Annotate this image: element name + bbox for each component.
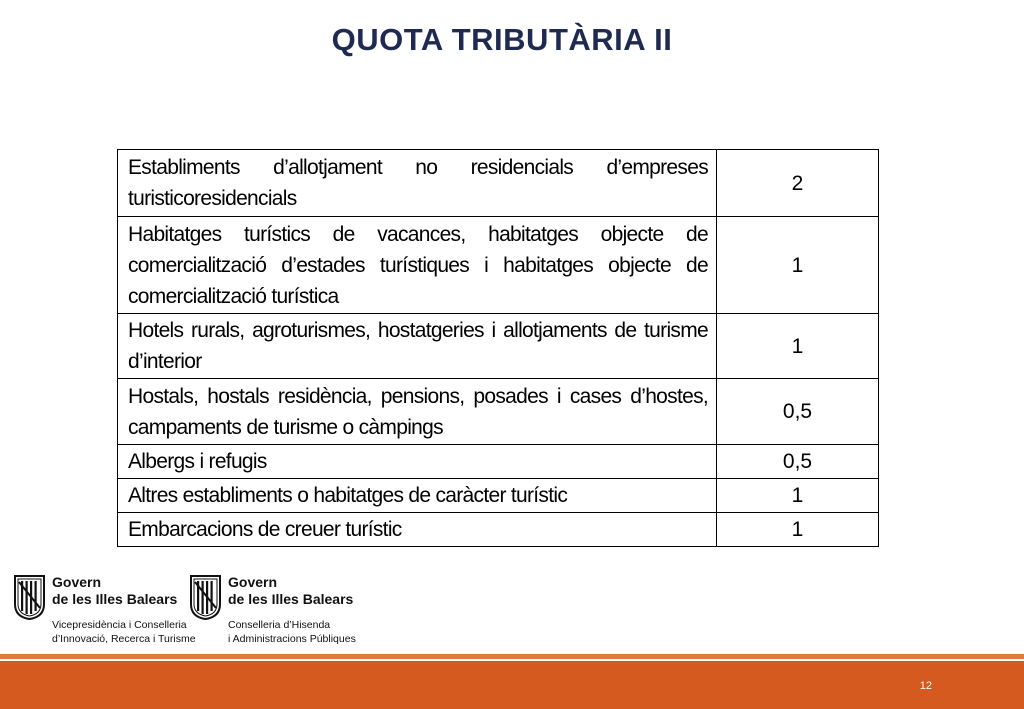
category-cell: Altres establiments o habitatges de caràcter turístic [118,479,717,513]
value-cell: 1 [717,479,879,513]
logo-govern-text: Govern [52,574,102,590]
logo-islands-text: de les Illes Balears [52,591,178,607]
table-row [118,217,879,314]
value-cell: 1 [717,217,879,314]
logo-department-line: i Administracions Públiques [228,633,356,645]
table-row [118,445,879,479]
category-cell: Habitatges turístics de vacances, habitatges objecte de comercialització d’estades turístiques i habitatges objecte de comercialització turística [118,217,717,314]
category-cell: Hostals, hostals residència, pensions, posades i cases d’hostes, campaments de turisme o càmpings [118,379,717,445]
table-row [118,479,879,513]
table-row [118,513,879,547]
value-cell: 0,5 [717,379,879,445]
footer-bar [0,661,1024,709]
tax-rate-table [117,149,879,547]
govern-logo-innovation [13,574,196,646]
category-cell: Albergs i refugis [118,445,717,479]
page-title: QUOTA TRIBUTÀRIA II [331,22,673,57]
logo-department-line: d’Innovació, Recerca i Turisme [52,633,196,645]
footer-accent-line [0,654,1024,659]
table-row [118,150,879,217]
logo-department-line: Vicepresidència i Conselleria [52,619,187,631]
balearic-coat-of-arms-icon [189,574,222,620]
logo-islands-text: de les Illes Balears [228,591,354,607]
table-row [118,379,879,445]
logo-department-line: Conselleria d’Hisenda [228,619,331,631]
value-cell: 0,5 [717,445,879,479]
category-cell: Hotels rurals, agroturismes, hostatgeries i allotjaments de turisme d’interior [118,314,717,379]
govern-logo-finance [189,574,356,646]
logo-govern-text: Govern [228,574,278,590]
table-row [118,314,879,379]
value-cell: 1 [717,314,879,379]
balearic-coat-of-arms-icon [13,574,46,620]
value-cell: 2 [717,150,879,217]
category-cell: Embarcacions de creuer turístic [118,513,717,547]
value-cell: 1 [717,513,879,547]
category-cell: Establiments d’allotjament no residencials d’empreses turisticoresidencials [118,150,717,217]
page-number: 12 [919,680,932,692]
